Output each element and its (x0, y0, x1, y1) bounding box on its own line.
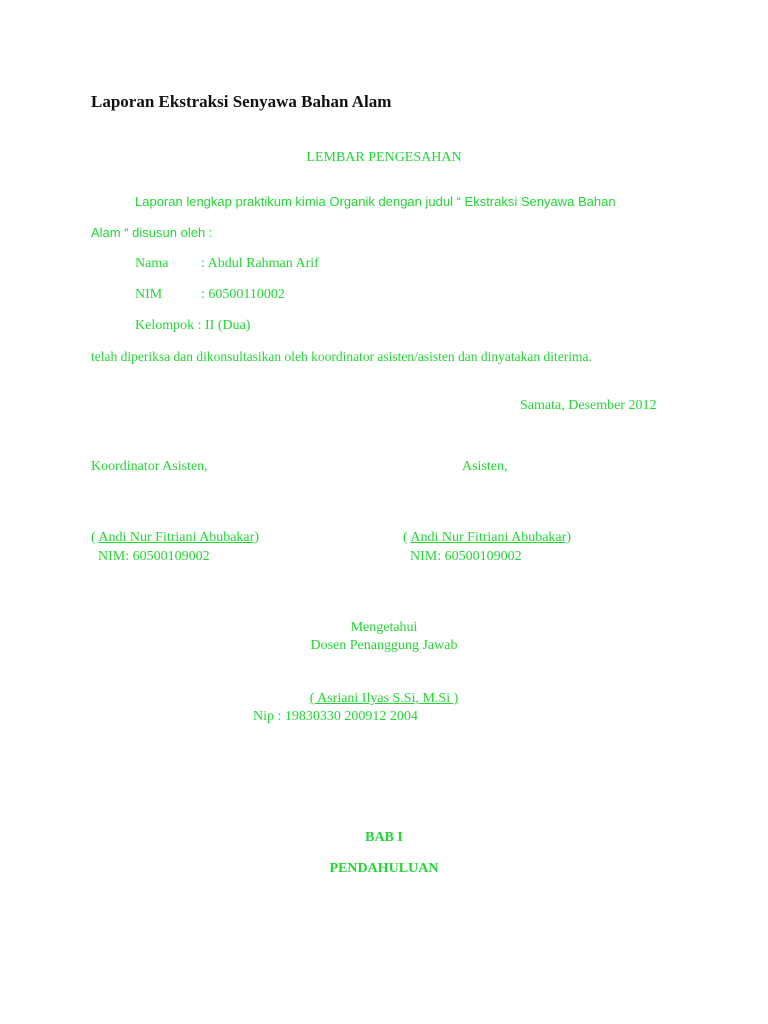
approval-line-1: Mengetahui (350, 620, 418, 635)
place-date: Samata, Desember 2012 (520, 398, 657, 413)
nim-value: : 60500110002 (201, 287, 285, 302)
left-signer-name: ( Andi Nur Fitriani Abubakar) (91, 530, 259, 545)
field-nim (135, 287, 285, 303)
intro-line-2: Alam “ disusun oleh : (91, 225, 213, 240)
lecturer-nip: Nip : 19830330 200912 2004 (253, 709, 418, 724)
field-nama (135, 256, 319, 272)
nama-value: : Abdul Rahman Arif (201, 256, 319, 271)
document-title: Laporan Ekstraksi Senyawa Bahan Alam (91, 92, 392, 111)
field-kelompok: Kelompok : II (Dua) (135, 318, 251, 333)
chapter-title: PENDAHULUAN (329, 861, 439, 876)
nim-label: NIM (135, 287, 163, 302)
statement-text: telah diperiksa dan dikonsultasikan oleh koordinator asisten/asisten dan dinyatakan diterima. (91, 349, 592, 364)
left-signer-name-text: Andi Nur Fitriani Abubakar (98, 530, 255, 545)
right-signer-role: Asisten, (462, 459, 508, 474)
chapter-number: BAB I (365, 830, 403, 845)
left-signer-nim: NIM: 60500109002 (98, 549, 210, 564)
nama-label: Nama (135, 256, 169, 271)
intro-line-1: Laporan lengkap praktikum kimia Organik dengan judul “ Ekstraksi Senyawa Bahan (135, 194, 616, 209)
approval-sheet-heading: LEMBAR PENGESAHAN (306, 150, 462, 165)
right-signer-name: ( Andi Nur Fitriani Abubakar) (403, 530, 571, 545)
lecturer-name: ( Asriani Ilyas S.Si, M.Si ) (309, 691, 459, 706)
approval-line-2: Dosen Penanggung Jawab (310, 638, 458, 653)
right-signer-nim: NIM: 60500109002 (410, 549, 522, 564)
left-signer-role: Koordinator Asisten, (91, 459, 208, 474)
right-signer-name-text: Andi Nur Fitriani Abubakar (410, 530, 567, 545)
